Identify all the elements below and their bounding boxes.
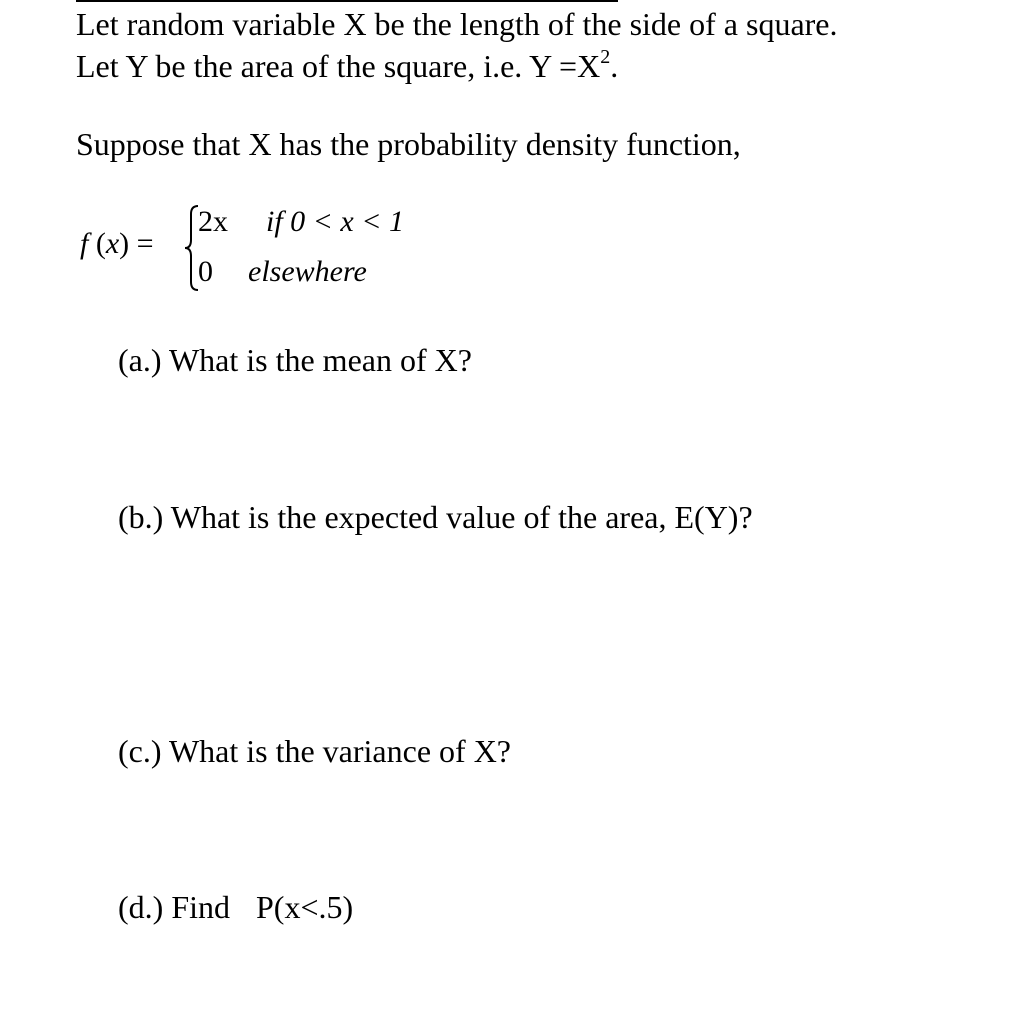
question-d-expression: P(x<.5) (256, 889, 354, 925)
intro-line-2-text: Let Y be the area of the square, i.e. Y =X (76, 48, 601, 84)
pdf-variable: x (105, 227, 120, 260)
pdf-equation (80, 196, 440, 296)
pdf-case-2-condition: elsewhere (248, 255, 367, 288)
pdf-close-paren-eq: ) = (119, 227, 154, 260)
pdf-case-1-value: 2x (198, 205, 228, 238)
intro-line-1: Let random variable X be the length of the side of a square. (76, 6, 838, 42)
top-rule (76, 0, 618, 2)
question-b: (b.) What is the expected value of the area, E(Y)? (118, 499, 753, 535)
question-c: (c.) What is the variance of X? (118, 733, 511, 769)
intro-line-2-exponent: 2 (600, 46, 611, 69)
intro-line-2-period: . (610, 48, 619, 84)
pdf-function-name: f (80, 227, 89, 260)
question-a: (a.) What is the mean of X? (118, 342, 472, 378)
pdf-lhs (80, 226, 154, 262)
intro-line-2 (76, 46, 618, 86)
question-d-label: (d.) Find (118, 889, 230, 925)
pdf-open-paren: ( (95, 227, 106, 260)
question-d (118, 887, 353, 927)
pdf-intro: Suppose that X has the probability density function, (76, 126, 741, 162)
pdf-case-1-condition: if 0 < x < 1 (266, 205, 404, 238)
pdf-case-2-value: 0 (198, 255, 213, 288)
